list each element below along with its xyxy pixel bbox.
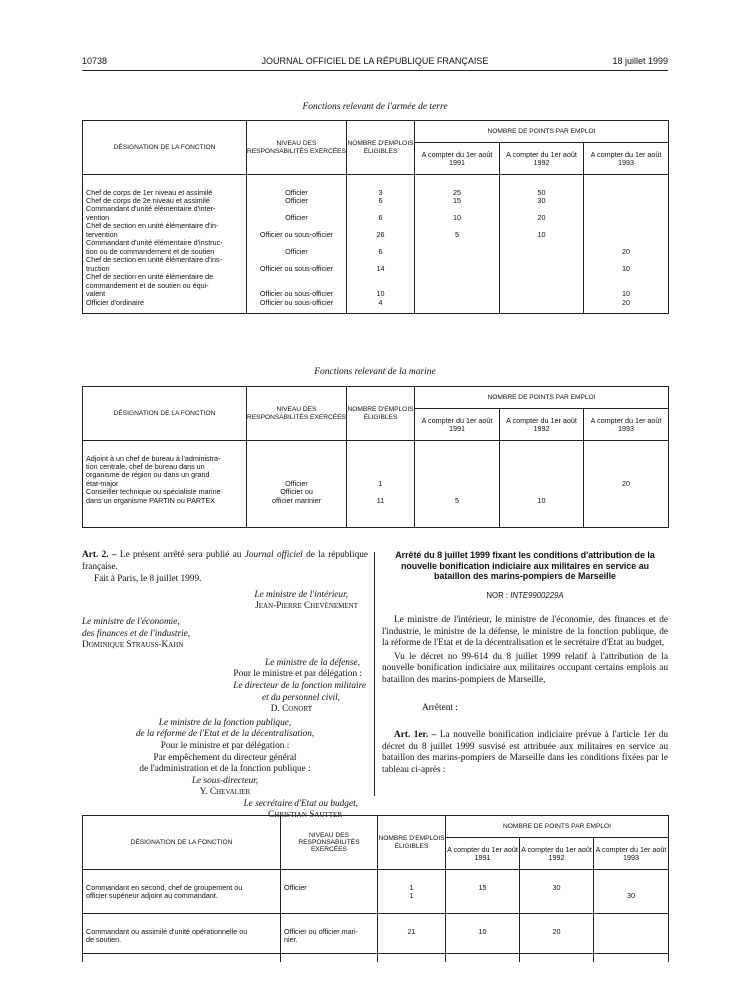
- t1-value-line: Officier: [285, 195, 308, 205]
- sig2-title-b: des finances et de l'industrie,: [82, 628, 191, 639]
- t3-niveau-line: nier.: [284, 935, 298, 945]
- t1-row: [83, 256, 669, 273]
- t1-spacer-cell: [347, 307, 415, 313]
- t1-value-line: 20: [622, 297, 631, 307]
- t1-value-line: 3: [378, 187, 383, 197]
- t1-spacer-top: [83, 175, 669, 189]
- t2-value-line: Officier: [285, 478, 308, 488]
- article-1-label: Art. 1er. –: [394, 730, 437, 741]
- t3-designation-line: Commandant en second, chef de groupement ou: [86, 883, 243, 892]
- t2-points-1992: [500, 455, 584, 489]
- t1-designation-line: Chef de section en unité élémentaire d'ins-: [86, 255, 223, 265]
- t1-header-designation: DÉSIGNATION DE LA FONCTION: [83, 121, 247, 175]
- header-rule: [82, 70, 668, 71]
- t2-points-1993: [584, 488, 669, 505]
- t1-value-line: Officier: [285, 246, 308, 256]
- t3-points-1993: [594, 870, 669, 914]
- t3-designation-line: officier supérieur adjoint au commandant.: [86, 891, 218, 901]
- t1-value-line: Officier ou sous-officier: [259, 297, 334, 307]
- fait-a-paris: Fait à Paris, le 8 juillet 1999.: [94, 574, 202, 585]
- t1-niveau: [247, 205, 347, 222]
- article-2: [82, 550, 368, 573]
- t2-designation: [83, 488, 247, 505]
- sig4-name-text: Y. Chevalier: [199, 787, 251, 798]
- t1-spacer-cell: [415, 307, 500, 313]
- sig5-name: Christian Sautter: [268, 810, 342, 821]
- t2-designation: [83, 455, 247, 489]
- t1-designation: [83, 239, 247, 256]
- t2-header-date-1991: A compter du 1er août 1991: [415, 409, 500, 441]
- t1-spacer-cell: [500, 175, 584, 189]
- sig1-title: Le ministre de l'intérieur,: [254, 589, 348, 600]
- t1-value-line: 10: [537, 229, 546, 239]
- t2-value-line: 10: [537, 495, 546, 505]
- t1-value-line: Officier: [285, 212, 308, 222]
- t2-spacer-cell: [584, 441, 669, 455]
- t3-points-1992: 20: [520, 914, 594, 954]
- t1-value-line: 30: [537, 195, 546, 205]
- t2-pad: [500, 471, 583, 479]
- t3-continued-cell: [594, 954, 669, 962]
- journal-officiel-ref: Journal officiel: [244, 550, 303, 560]
- article-1: [382, 730, 668, 776]
- t1-niveau: [247, 222, 347, 239]
- sig3-name-text: D. Conort: [270, 704, 312, 715]
- t1-body: [83, 175, 669, 314]
- table2-caption: Fonctions relevant de la marine: [314, 367, 436, 377]
- t2-value-line: officier marinier: [272, 495, 321, 505]
- t1-points-1992: [500, 222, 584, 239]
- t1-points-1993: [584, 189, 669, 197]
- t1-value-line: 10: [622, 289, 631, 299]
- article-1-text: La nouvelle bonification indiciaire prévue à l'article 1er du décret du 8 juillet 1999 susvisé est attribuée aux militaires en service au bataillon des marins-pompiers de Marseille dans les conditions fixées par le tableau ci-après :: [382, 730, 668, 776]
- sig4-pour: Pour le ministre et par délégation :: [160, 740, 290, 751]
- t1-designation-line: truction: [86, 263, 110, 273]
- t2-header-points: NOMBRE DE POINTS PAR EMPLOI: [415, 387, 669, 409]
- t2-spacer-cell: [584, 505, 669, 527]
- t1-designation-line: tion ou de commandement et de soutien: [86, 246, 215, 256]
- t1-points-1991: [415, 239, 500, 256]
- arrete-title: Arrêté du 8 juillet 1999 fixant les conditions d'attribution de la nouvelle bonification indiciaire aux militaires en service au bataillon des marins-pompiers de Marseille: [395, 550, 655, 581]
- t1-pad: [415, 282, 499, 290]
- t1-designation-line: Chef de corps de 2e niveau et assimilé: [86, 195, 210, 205]
- t1-pad: [500, 239, 583, 247]
- t3-designation-line: de soutien.: [86, 935, 122, 945]
- t3-header-niveau: NIVEAU DES RESPONSABILITÉS EXERCÉES: [281, 816, 378, 870]
- t1-designation-line: valent: [86, 289, 106, 299]
- t3-row-continued: [83, 954, 669, 962]
- t1-pad: [415, 256, 499, 264]
- t1-pad: [500, 282, 583, 290]
- t3-nombre: [378, 870, 446, 914]
- t2-pad: [415, 471, 499, 479]
- t1-value-line: 20: [537, 212, 546, 222]
- t1-points-1991: [415, 256, 500, 273]
- t1-points-1991: [415, 299, 500, 307]
- table-armee-de-terre: [82, 120, 669, 314]
- page-number: 10738: [82, 56, 108, 66]
- t3-continued-cell: [446, 954, 520, 962]
- t2-pad: [584, 488, 668, 496]
- t2-value-line: 11: [376, 495, 385, 505]
- t1-spacer-bottom: [83, 307, 669, 313]
- t3-nombre-line: 21: [407, 927, 416, 936]
- t1-designation: [83, 205, 247, 222]
- t2-designation-line: organisme de région ou dans un grand: [86, 470, 210, 480]
- t3-header-designation: DÉSIGNATION DE LA FONCTION: [83, 816, 281, 870]
- sig1-name: Jean-Pierre Chevènement: [255, 601, 358, 612]
- t1-spacer-cell: [584, 307, 669, 313]
- arrete-marins-pompiers: [382, 550, 668, 777]
- article-2-text: Le présent arrêté sera publié au: [116, 550, 245, 560]
- t3-header-points: NOMBRE DE POINTS PAR EMPLOI: [446, 816, 669, 838]
- nor-reference: [382, 590, 668, 602]
- t3-body: [83, 870, 669, 962]
- t1-points-1992: [500, 239, 584, 256]
- t1-row: [83, 222, 669, 239]
- t3-points-1993: [594, 914, 669, 954]
- t3-points-1991: 10: [446, 914, 520, 954]
- t1-designation-line: commandement et de soutien ou équi-: [86, 280, 209, 290]
- t3-designation: [83, 870, 281, 914]
- t1-value-line: Officier ou sous-officier: [259, 263, 334, 273]
- table1-caption: Fonctions relevant de l'armée de terre: [302, 102, 448, 112]
- t1-pad: [500, 256, 583, 264]
- nor-label: NOR :: [486, 590, 511, 600]
- t1-points-1993: [584, 273, 669, 298]
- t1-spacer-cell: [584, 175, 669, 189]
- t1-pad: [415, 239, 499, 247]
- t1-nombre: [347, 205, 415, 222]
- t1-designation-line: Chef de section en unité élémentaire de: [86, 272, 214, 282]
- t2-header-niveau: NIVEAU DES RESPONSABILITÉS EXERCÉES: [247, 387, 347, 441]
- journal-title: JOURNAL OFFICIEL DE LA RÉPUBLIQUE FRANÇAISE: [261, 56, 489, 66]
- t1-points-1991: [415, 205, 500, 222]
- t2-points-1991: [415, 455, 500, 489]
- sig5-title: Le secrétaire d'Etat au budget,: [243, 798, 358, 809]
- t3-row: [83, 870, 669, 914]
- t1-niveau: [247, 256, 347, 273]
- t1-value-line: 14: [376, 263, 385, 273]
- t1-value-line: 10: [376, 289, 385, 299]
- t2-header-date-1993: A compter du 1er août 1993: [584, 409, 669, 441]
- t1-points-1992: [500, 256, 584, 273]
- t2-spacer-cell: [500, 441, 584, 455]
- t2-header-date-1992: A compter du 1er août 1992: [500, 409, 584, 441]
- t2-spacer-cell: [247, 505, 347, 527]
- t2-value-line: Officier ou: [280, 487, 313, 497]
- t1-spacer-cell: [247, 175, 347, 189]
- vu-le-decret: Vu le décret no 99-614 du 8 juillet 1999 relatif à l'attribution de la nouvelle bonification indiciaire aux militaires occupant certains emplois au bataillon des marins-pompiers de Marseille,: [382, 651, 668, 686]
- t2-designation-line: dans un organisme PARTIN ou PARTEX: [86, 495, 215, 505]
- t1-row: [83, 273, 669, 298]
- sig4-sous-directeur: Le sous-directeur,: [191, 775, 259, 786]
- t1-pad: [584, 222, 668, 230]
- t1-designation: [83, 256, 247, 273]
- t1-header-date-1993: A compter du 1er août 1993: [584, 143, 669, 175]
- sig3-directeur-b: et du personnel civil,: [262, 692, 340, 703]
- t1-nombre: [347, 239, 415, 256]
- article-2-text-end: de la république française.: [82, 550, 369, 572]
- t1-designation: [83, 299, 247, 307]
- t1-designation-line: Commandant d'unité élémentaire d'instruc-: [86, 238, 223, 248]
- t1-designation-line: Chef de corps de 1er niveau et assimilé: [86, 187, 213, 197]
- t1-designation-line: tervention: [86, 229, 118, 239]
- t3-continued-cell: [281, 954, 378, 962]
- t1-value-line: 10: [622, 263, 631, 273]
- t1-value-line: 6: [378, 212, 383, 222]
- t1-niveau: [247, 299, 347, 307]
- t1-niveau: [247, 273, 347, 298]
- t2-spacer-cell: [83, 505, 247, 527]
- t3-continued-cell: [83, 954, 281, 962]
- t1-value-line: 50: [537, 187, 546, 197]
- sig3-pour: Pour le ministre et par délégation :: [233, 669, 362, 680]
- t2-designation-line: Conseiller technique ou spécialiste marine: [86, 487, 221, 497]
- t3-nombre-line: 1: [409, 891, 414, 901]
- t2-row: [83, 488, 669, 505]
- issue-date: 18 juillet 1999: [612, 56, 668, 66]
- table-marins-pompiers: [82, 815, 669, 962]
- t2-value-line: 5: [455, 495, 459, 505]
- t1-points-1992: [500, 273, 584, 298]
- table-marine: [82, 386, 669, 528]
- t3-header-date-1991: A compter du 1er août 1991: [446, 838, 520, 870]
- t1-points-1993: [584, 222, 669, 239]
- sig4-name: [82, 787, 368, 799]
- t1-value-line: Officier: [285, 187, 308, 197]
- t1-points-1993: [584, 205, 669, 222]
- t3-nombre-line: 1: [409, 883, 414, 892]
- t1-header-niveau: NIVEAU DES RESPONSABILITÉS EXERCÉES: [247, 121, 347, 175]
- column-divider: [374, 552, 375, 796]
- t1-value-line: Officier ou sous-officier: [259, 229, 334, 239]
- t1-points-1992: [500, 299, 584, 307]
- t1-value-line: 6: [378, 246, 383, 256]
- sig4-title-b: de la réforme de l'Etat et de la décentralisation,: [135, 729, 315, 740]
- t3-points-1991: 15: [446, 870, 520, 914]
- page-header: [82, 56, 668, 70]
- t1-points-1993: [584, 239, 669, 256]
- t2-spacer-cell: [500, 505, 584, 527]
- t3-nombre: [378, 914, 446, 954]
- t1-value-line: 20: [622, 246, 631, 256]
- t2-spacer-top: [83, 441, 669, 455]
- t2-spacer-cell: [415, 505, 500, 527]
- t1-designation-line: Commandant d'unité élémentaire d'inter-: [86, 204, 216, 214]
- t1-nombre: [347, 299, 415, 307]
- nor-code: INTE9900229A: [510, 590, 564, 600]
- t1-points-1993: [584, 299, 669, 307]
- t2-niveau: [247, 455, 347, 489]
- t2-row: [83, 455, 669, 489]
- article-2-signatures: [82, 550, 368, 822]
- t2-nombre: [347, 455, 415, 489]
- sig3-directeur-a: Le directeur de la fonction militaire: [233, 680, 366, 691]
- t1-value-line: 26: [376, 229, 385, 239]
- t1-value-line: 15: [453, 195, 461, 205]
- t1-spacer-cell: [83, 175, 247, 189]
- t2-niveau: [247, 488, 347, 505]
- t2-nombre: [347, 488, 415, 505]
- t1-header-nombre: NOMBRE D'EMPLOIS ÉLIGIBLES: [347, 121, 415, 175]
- t1-niveau: [247, 239, 347, 256]
- t1-designation-line: Officier d'ordinaire: [86, 297, 144, 307]
- visas-ministres: Le ministre de l'intérieur, le ministre de l'économie, des finances et de l'industrie, le ministre de la défense, le ministre de la fonction publique, de la réforme de l'Etat et de la décentralisation et le secrétaire d'Etat au budget,: [382, 615, 668, 649]
- t2-spacer-cell: [415, 441, 500, 455]
- t3-value-line: 30: [627, 891, 636, 901]
- t3-header-date-1992: A compter du 1er août 1992: [520, 838, 594, 870]
- t1-value-line: 25: [453, 187, 461, 197]
- t2-points-1992: [500, 488, 584, 505]
- t1-value-line: 10: [453, 212, 461, 222]
- t3-continued-cell: [520, 954, 594, 962]
- t1-designation-line: vention: [86, 212, 110, 222]
- t1-spacer-cell: [347, 175, 415, 189]
- t1-designation: [83, 273, 247, 298]
- sig3-title: Le ministre de la défense,: [265, 657, 360, 668]
- t2-designation-line: Adjoint à un chef de bureau à l'administra-: [86, 453, 221, 463]
- t1-value-line: 5: [455, 229, 459, 239]
- t1-points-1991: [415, 222, 500, 239]
- t3-niveau-line: Officier: [284, 883, 307, 892]
- sig4-title-a: Le ministre de la fonction publique,: [158, 717, 292, 728]
- t1-nombre: [347, 222, 415, 239]
- t3-niveau: [281, 870, 378, 914]
- t2-spacer-cell: [347, 505, 415, 527]
- t1-header-date-1991: A compter du 1er août 1991: [415, 143, 500, 175]
- t1-header-date-1992: A compter du 1er août 1992: [500, 143, 584, 175]
- t1-value-line: Officier ou sous-officier: [259, 289, 334, 299]
- article-2-label: Art. 2. –: [82, 550, 117, 560]
- t2-points-1991: [415, 488, 500, 505]
- t2-spacer-bottom: [83, 505, 669, 527]
- t1-row: [83, 239, 669, 256]
- t1-spacer-cell: [247, 307, 347, 313]
- t1-value-line: 4: [378, 297, 383, 307]
- t1-points-1991: [415, 273, 500, 298]
- sig4-empechement-a: Par empêchement du directeur général: [153, 752, 297, 763]
- t3-niveau-line: Officier ou officier mari-: [284, 927, 359, 936]
- t3-designation-line: Commandant ou assimilé d'unité opérationnelle ou: [86, 927, 248, 936]
- t2-header-nombre: NOMBRE D'EMPLOIS ÉLIGIBLES: [347, 387, 415, 441]
- t2-spacer-cell: [83, 441, 247, 455]
- t1-value-line: 6: [378, 195, 383, 205]
- t1-pad: [584, 205, 668, 213]
- t1-spacer-cell: [83, 307, 247, 313]
- t1-points-1992: [500, 205, 584, 222]
- t3-row: [83, 914, 669, 954]
- t1-points-1993: [584, 256, 669, 273]
- t1-header-points: NOMBRE DE POINTS PAR EMPLOI: [415, 121, 669, 143]
- t1-designation-line: Chef de section en unité élémentaire d'in-: [86, 221, 219, 231]
- t2-spacer-cell: [347, 441, 415, 455]
- t1-row: [83, 205, 669, 222]
- t1-designation: [83, 222, 247, 239]
- t1-nombre: [347, 256, 415, 273]
- arretent: Arrêtent :: [422, 702, 458, 713]
- t1-spacer-cell: [415, 175, 500, 189]
- sig4-empechement-b: de l'administration et de la fonction publique :: [139, 764, 311, 775]
- t2-value-line: 20: [622, 478, 631, 488]
- t2-body: [83, 441, 669, 528]
- sig2-title-a: Le ministre de l'économie,: [82, 616, 180, 627]
- t2-header-designation: DÉSIGNATION DE LA FONCTION: [83, 387, 247, 441]
- t3-points-1992: 30: [520, 870, 594, 914]
- t3-header-date-1993: A compter du 1er août 1993: [594, 838, 669, 870]
- t2-designation-line: tion centrale, chef de bureau dans un: [86, 461, 205, 471]
- t2-points-1993: [584, 455, 669, 489]
- t2-designation-line: état-major: [86, 478, 119, 488]
- t1-row: [83, 299, 669, 307]
- t1-nombre: [347, 273, 415, 298]
- t3-continued-cell: [378, 954, 446, 962]
- t2-value-line: 1: [378, 478, 383, 488]
- t3-header-nombre: NOMBRE D'EMPLOIS ÉLIGIBLES: [378, 816, 446, 870]
- t2-spacer-cell: [247, 441, 347, 455]
- sig2-name: Dominique Strauss-Kahn: [82, 640, 184, 651]
- t3-designation: [83, 914, 281, 954]
- sig3-name: [82, 704, 368, 716]
- t3-niveau: [281, 914, 378, 954]
- t1-spacer-cell: [500, 307, 584, 313]
